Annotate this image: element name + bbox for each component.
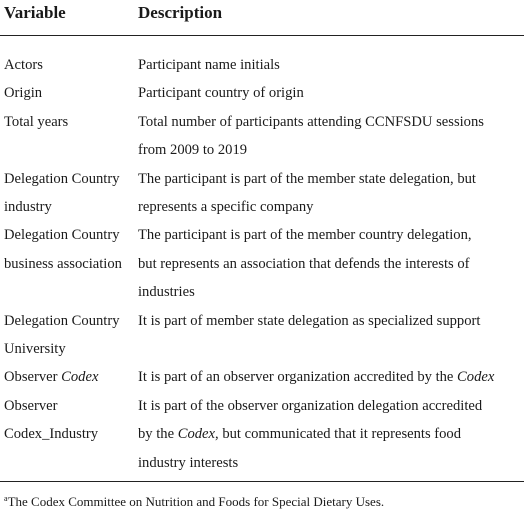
variable-cell (0, 307, 138, 364)
description-text: The participant is part of the member country delegation, (138, 227, 472, 244)
description-text (138, 420, 522, 448)
description-cell (138, 221, 522, 306)
variable-text: Delegation Country (4, 227, 120, 244)
variable-text: University (4, 341, 66, 358)
description-cell (138, 51, 522, 79)
variable-text-part: Observer (4, 369, 62, 386)
variable-text: Total years (4, 113, 69, 130)
variable-cell (0, 221, 138, 278)
variable-text: business association (4, 255, 122, 272)
table-header (0, 0, 524, 36)
table-row (0, 79, 524, 107)
description-text: but represents an association that defends the interests of (138, 255, 470, 272)
description-text-italic: Codex (177, 426, 216, 443)
table-footnote (4, 490, 384, 511)
table-row (0, 307, 524, 364)
table-row (0, 363, 524, 391)
description-text-part: It is part of an observer organization accredited by the (138, 369, 458, 386)
variable-cell (0, 79, 138, 107)
description-text: The participant is part of the member state delegation, but (138, 170, 476, 187)
description-text: Total number of participants attending CCNFSDU sessions (138, 113, 484, 130)
description-cell (138, 165, 522, 222)
description-cell (138, 307, 522, 335)
description-cell (138, 392, 522, 477)
variable-text (4, 363, 138, 391)
variable-cell (0, 392, 138, 449)
description-text: It is part of the observer organization delegation accredited (138, 397, 483, 414)
variable-text: Origin (4, 85, 43, 102)
description-text: industries (138, 284, 195, 301)
variable-text: Actors (4, 57, 43, 73)
variable-text: industry (4, 199, 52, 216)
header-description: Description (138, 3, 223, 22)
description-text: It is part of member state delegation as specialized support (138, 312, 481, 329)
variable-cell (0, 108, 138, 136)
header-variable: Variable (4, 3, 66, 22)
description-text-part: , but communicated that it represents food (215, 426, 462, 443)
description-text (138, 363, 522, 391)
table-row (0, 392, 524, 477)
description-text-italic: Codex (457, 369, 495, 386)
description-text-part: by the (138, 426, 178, 443)
variable-text: Delegation Country (4, 170, 120, 187)
footnote-marker: a (4, 494, 8, 503)
variable-text: Delegation Country (4, 312, 120, 329)
description-text: Participant name initials (138, 57, 280, 73)
variable-text: Observer (4, 397, 58, 414)
description-text: from 2009 to 2019 (138, 142, 248, 159)
variable-text-italic: Codex (61, 369, 99, 386)
description-text: Participant country of origin (138, 85, 304, 102)
table-body (0, 36, 524, 477)
variable-cell (0, 363, 138, 391)
description-cell (138, 363, 522, 391)
table-row (0, 51, 524, 79)
table-row (0, 165, 524, 222)
variable-text: Codex_Industry (4, 426, 99, 443)
description-cell (138, 79, 522, 107)
table-row (0, 221, 524, 306)
description-text: industry interests (138, 454, 239, 471)
table-row (0, 108, 524, 165)
variable-cell (0, 165, 138, 222)
variable-cell (0, 51, 138, 79)
footnote-text: The Codex Committee on Nutrition and Foods for Special Dietary Uses. (7, 494, 385, 509)
description-cell (138, 108, 522, 165)
description-text: represents a specific company (138, 199, 314, 216)
table-bottom-rule (0, 481, 524, 482)
